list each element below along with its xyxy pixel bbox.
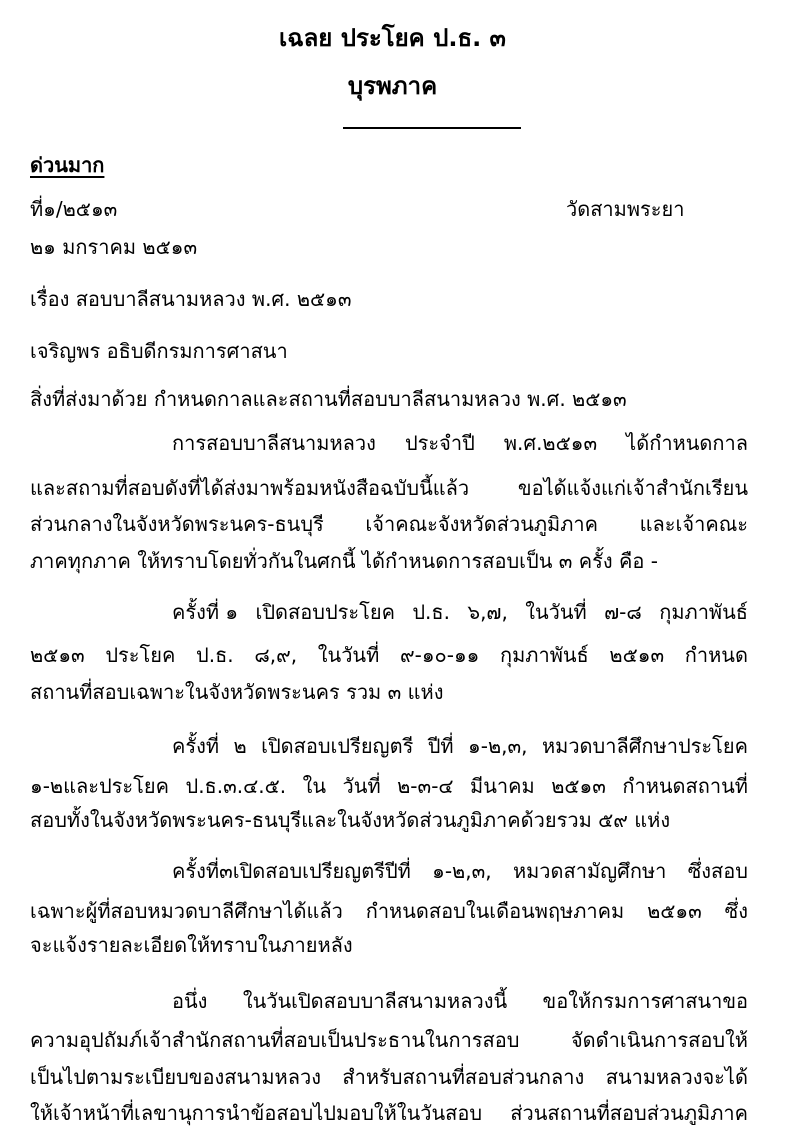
paragraph-4-line-3: จะแจ้งรายละเอียดให้ทราบในภายหลัง [30,933,353,957]
text-fragment: ในวันเปิดสอบบาลีสนามหลวงนี้ [242,989,508,1013]
text-fragment: กำหนด [684,643,748,667]
text-fragment: กำหนดสถานที่ [622,774,748,798]
text-fragment: ๒ [233,734,247,758]
text-fragment: ขอได้แจ้งแก่เจ้าสำนักเรียน [517,476,748,500]
text-fragment: กุมภาพันธ์ [499,643,589,667]
title-divider [343,127,521,129]
text-fragment: ป.ธ. [412,600,450,624]
text-fragment: ๖,๗, [467,600,508,624]
text-fragment: หมวดสามัญศึกษา [512,859,667,883]
paragraph-3-line-1 [172,731,748,761]
text-fragment: ส่วนสถานที่สอบส่วนภูมิภาค [510,1101,748,1125]
document-title: เฉลย ประโยค ป.ธ. ๓ [279,24,506,52]
text-fragment: หมวดบาลีศึกษาประโยค [541,734,748,758]
document-subtitle: บุรพภาค [347,72,438,100]
paragraph-2-line-3: สถานที่สอบเฉพาะในจังหวัดพระนคร รวม ๓ แห่ง [30,680,444,704]
paragraph-5-line-1 [172,986,748,1016]
text-fragment: ขอให้กรมการศาสนาขอ [542,989,748,1013]
text-fragment: วันที่ [342,774,381,798]
text-fragment: ๑-๒,๓, [468,734,528,758]
text-fragment: ๘,๙, [254,643,298,667]
text-fragment: ความอุปถัมภ์เจ้าสำนักสถานที่สอบเป็นประธานในการสอบ [30,1028,520,1052]
text-fragment: ๑-๒และประโยค [30,774,170,798]
urgency-label: ด่วนมาก [30,153,105,177]
text-fragment: ๒๕๑๓ [647,899,702,923]
text-fragment: ปีที่ [427,734,454,758]
letter-date: ๒๑ มกราคม ๒๕๑๓ [30,235,198,259]
paragraph-2-line-2 [30,640,748,670]
text-fragment: กุมภาพันธ์ [659,600,748,624]
paragraph-3-line-3: สอบทั้งในจังหวัดพระนคร-ธนบุรีและในจังหวัดส่วนภูมิภาคด้วยรวม ๕๙ แห่ง [30,808,671,832]
text-fragment: ซึ่ง [724,899,748,923]
text-fragment: การสอบบาลีสนามหลวง [172,431,376,455]
paragraph-2-line-1 [172,597,748,627]
text-fragment: เปิดสอบประโยค [255,600,395,624]
text-fragment: ครั้งที่ ๑ [172,600,239,624]
text-fragment: เจ้าคณะจังหวัดส่วนภูมิภาค [365,512,599,536]
letter-enclosure: สิ่งที่ส่งมาด้วย กำหนดกาลและสถานที่สอบบาลีสนามหลวง พ.ศ. ๒๕๑๓ [30,387,627,411]
text-fragment: อนึ่ง [172,989,208,1013]
text-fragment: ครั้งที่๓เปิดสอบเปรียญตรีปีที่ [172,859,411,883]
text-fragment: เฉพาะผู้ที่สอบหมวดบาลีศึกษาได้แล้ว [30,899,343,923]
text-fragment: สำหรับสถานที่สอบส่วนกลาง [342,1065,585,1089]
text-fragment: ซึ่งสอบ [687,859,748,883]
text-fragment: ๒๕๑๓ [609,643,665,667]
text-fragment: ให้เจ้าหน้าที่เลขานุการนำข้อสอบไปมอบให้ในวันสอบ [30,1101,483,1125]
text-fragment: ในวันที่ [317,643,380,667]
text-fragment: ๙-๑๐-๑๑ [399,643,480,667]
text-fragment: เป็นไปตามระเบียบของสนามหลวง [30,1065,321,1089]
paragraph-1-line-4: ภาคทุกภาค ให้ทราบโดยทั่วกันในศกนี้ ได้กำหนดการสอบเป็น ๓ ครั้ง คือ - [30,549,658,573]
sender-temple: วัดสามพระยา [566,197,685,221]
paragraph-4-line-1 [172,856,748,886]
text-fragment: ครั้งที่ [172,734,220,758]
paragraph-1-line-1 [172,428,748,458]
text-fragment: ในวันที่ [525,600,587,624]
text-fragment: ป.ธ.๓.๔.๕. [185,774,287,798]
text-fragment: ๑-๒,๓, [432,859,492,883]
text-fragment: ๗-๘ [604,600,642,624]
paragraph-1-line-3 [30,509,748,539]
text-fragment: ใน [302,774,327,798]
text-fragment: ป.ธ. [196,643,234,667]
text-fragment: ๒๕๑๓ [30,643,85,667]
text-fragment: ส่วนกลางในจังหวัดพระนคร-ธนบุรี [30,512,324,536]
text-fragment: เปิดสอบเปรียญตรี [261,734,414,758]
text-fragment: ประจำปี [404,431,475,455]
paragraph-3-line-2 [30,771,748,801]
text-fragment: ๒๕๑๓ [551,774,606,798]
text-fragment: พ.ศ.๒๕๑๓ [503,431,598,455]
text-fragment: จัดดำเนินการสอบให้ [570,1028,748,1052]
text-fragment: และสถามที่สอบดังที่ได้ส่งมาพร้อมหนังสือฉบับนี้แล้ว [30,476,470,500]
text-fragment: และเจ้าคณะ [639,512,748,536]
text-fragment: มีนาคม [470,774,535,798]
letter-salutation: เจริญพร อธิบดีกรมการศาสนา [30,339,288,363]
paragraph-4-line-2 [30,896,748,926]
paragraph-5-line-2 [30,1025,748,1055]
text-fragment: กำหนดสอบในเดือนพฤษภาคม [365,899,625,923]
text-fragment: ได้กำหนดกาล [626,431,748,455]
paragraph-5-line-4 [30,1098,748,1128]
text-fragment: สนามหลวงจะได้ [605,1065,748,1089]
paragraph-5-line-3 [30,1062,748,1092]
paragraph-1-line-2 [30,473,748,503]
text-fragment: ๒-๓-๔ [397,774,454,798]
letter-subject: เรื่อง สอบบาลีสนามหลวง พ.ศ. ๒๕๑๓ [30,287,352,311]
reference-number: ที่๑/๒๕๑๓ [30,197,118,221]
text-fragment: ประโยค [105,643,176,667]
